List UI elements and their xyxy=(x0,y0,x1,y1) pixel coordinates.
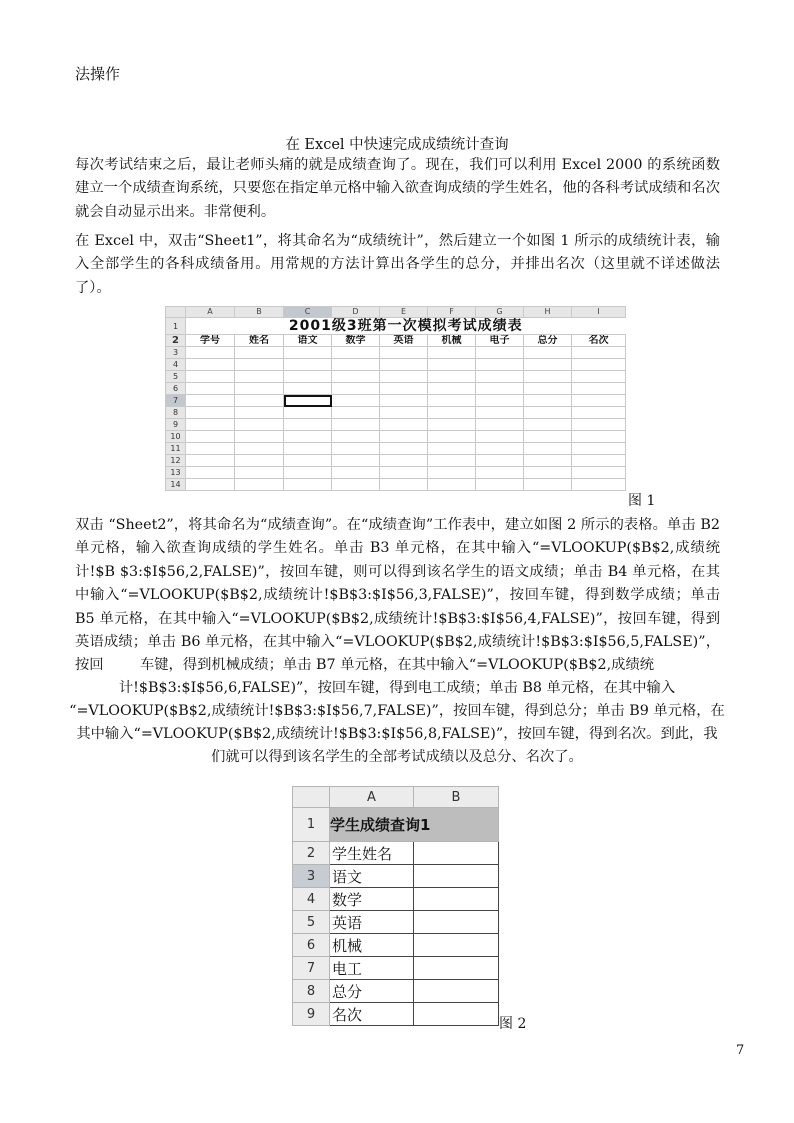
cell[interactable] xyxy=(284,347,332,359)
cell[interactable] xyxy=(332,383,380,395)
cell[interactable] xyxy=(332,371,380,383)
centered-text-line: 计!$B$3:$I$56,6,FALSE)”，按回车键，得到电工成绩；单击 B8 单元格，在其中输入 xyxy=(118,680,676,696)
figure1-spreadsheet xyxy=(165,306,625,506)
cell[interactable] xyxy=(428,383,476,395)
cell[interactable] xyxy=(235,395,284,407)
cell[interactable] xyxy=(380,395,428,407)
cell[interactable] xyxy=(380,431,428,443)
column-header[interactable]: A xyxy=(186,307,235,318)
table-row xyxy=(166,479,626,491)
cell[interactable] xyxy=(380,455,428,467)
cell[interactable] xyxy=(380,419,428,431)
row-header[interactable]: 11 xyxy=(166,443,186,455)
table-row xyxy=(166,467,626,479)
cell[interactable] xyxy=(186,395,235,407)
cell[interactable] xyxy=(235,419,284,431)
cell[interactable] xyxy=(428,371,476,383)
row-header[interactable]: 9 xyxy=(293,1003,330,1026)
cell[interactable] xyxy=(476,359,524,371)
cell[interactable] xyxy=(428,431,476,443)
cell[interactable] xyxy=(572,383,626,395)
cell[interactable] xyxy=(524,347,572,359)
table-row xyxy=(166,419,626,431)
row-header[interactable]: 5 xyxy=(293,911,330,934)
cell[interactable] xyxy=(572,347,626,359)
row-header[interactable]: 7 xyxy=(293,957,330,980)
column-header[interactable]: A xyxy=(330,787,414,808)
table-row xyxy=(166,347,626,359)
cell[interactable] xyxy=(284,359,332,371)
cell[interactable] xyxy=(186,443,235,455)
table-row xyxy=(166,431,626,443)
cell[interactable] xyxy=(476,455,524,467)
cell[interactable] xyxy=(332,407,380,419)
label-cell[interactable]: 数学 xyxy=(330,888,414,911)
figure2-spreadsheet xyxy=(292,786,498,1028)
cell[interactable] xyxy=(428,467,476,479)
cell[interactable] xyxy=(524,443,572,455)
cell[interactable] xyxy=(235,431,284,443)
label-cell[interactable]: 电工 xyxy=(330,957,414,980)
header-cell[interactable]: 学号 xyxy=(186,335,235,347)
cell[interactable] xyxy=(380,371,428,383)
centered-text-line: 其中输入“=VLOOKUP($B$2,成绩统计!$B$3:$I$56,8,FALSE)”，按回车键，得到名次。到此，我 xyxy=(76,726,718,742)
cell[interactable] xyxy=(332,419,380,431)
table-row xyxy=(166,318,626,335)
column-header[interactable]: C xyxy=(284,307,332,318)
label-cell[interactable]: 名次 xyxy=(330,1003,414,1026)
cell[interactable] xyxy=(186,431,235,443)
cell[interactable] xyxy=(380,467,428,479)
value-cell[interactable] xyxy=(414,888,499,911)
paragraph-sheet2: 双击 “Sheet2”，将其命名为“成绩查询”。在“成绩查询”工作表中，建立如图 2 所示的表格。单击 B2 单元格，输入欲查询成绩的学生姓名。单击 B3 单元格，在其中输入“=VLOOKUP($B$2,成绩统计!$B $3:$I$56,2,FALSE)”，按回车键，则可以得到该名学生的语文成绩；单击 B4 单元格，在其中输入“=VLOOKUP($B$2,成绩统计!$B$3:$I$56,3,FALSE)”，按回车键，得到数学成绩；单击 B5 单元格，在其中输入“=VLOOKUP($B$2,成绩统计!$B$3:$I$56,4,FALSE)”，按回车键，得到英语成绩；单击 B6 单元格，在其中输入“=VLOOKUP($B$2,成绩统计!$B$3:$I$56,5,FALSE)”，按回 xyxy=(75,517,720,674)
row-header[interactable]: 6 xyxy=(166,383,186,395)
cell[interactable] xyxy=(284,407,332,419)
cell[interactable] xyxy=(186,479,235,491)
table-row xyxy=(166,395,626,407)
header-cell[interactable]: 语文 xyxy=(284,335,332,347)
paragraph-sheet1: 在 Excel 中，双击“Sheet1”，将其命名为“成绩统计”，然后建立一个如图 1 所示的成绩统计表，输入全部学生的各科成绩备用。用常规的方法计算出各学生的总分，并排出名次（这里就不详述做法了）。 xyxy=(75,233,720,296)
cell[interactable] xyxy=(524,455,572,467)
row-header[interactable]: 1 xyxy=(166,318,186,335)
table-row xyxy=(293,1003,499,1026)
centered-text-line: 车键，得到机械成绩；单击 B7 单元格，在其中输入“=VLOOKUP($B$2,成绩统 xyxy=(139,657,655,673)
row-header[interactable]: 3 xyxy=(166,347,186,359)
table-row xyxy=(293,957,499,980)
cell[interactable] xyxy=(235,359,284,371)
table-row xyxy=(293,980,499,1003)
row-header[interactable]: 5 xyxy=(166,371,186,383)
cell[interactable] xyxy=(284,467,332,479)
cell[interactable] xyxy=(332,359,380,371)
cell[interactable] xyxy=(476,371,524,383)
centered-text-line: 们就可以得到该名学生的全部考试成绩以及总分、名次了。 xyxy=(211,749,583,765)
cell[interactable] xyxy=(476,383,524,395)
table-row xyxy=(166,455,626,467)
cell[interactable] xyxy=(332,467,380,479)
row-header[interactable]: 2 xyxy=(293,842,330,865)
cell[interactable] xyxy=(476,431,524,443)
cell[interactable] xyxy=(524,479,572,491)
cell[interactable] xyxy=(524,431,572,443)
header-cell[interactable]: 数学 xyxy=(332,335,380,347)
header-cell[interactable]: 机械 xyxy=(428,335,476,347)
cell[interactable] xyxy=(235,347,284,359)
column-header[interactable]: I xyxy=(572,307,626,318)
cell[interactable] xyxy=(284,431,332,443)
cell[interactable] xyxy=(186,455,235,467)
column-header[interactable]: B xyxy=(235,307,284,318)
label-cell[interactable]: 学生姓名 xyxy=(330,842,414,865)
corner-cell xyxy=(166,307,186,318)
selected-cell[interactable] xyxy=(284,395,332,407)
value-cell[interactable] xyxy=(414,911,499,934)
cell[interactable] xyxy=(332,395,380,407)
table-row xyxy=(166,443,626,455)
value-cell[interactable] xyxy=(414,934,499,957)
cell[interactable] xyxy=(476,419,524,431)
value-cell[interactable] xyxy=(414,1003,499,1026)
row-header[interactable]: 10 xyxy=(166,431,186,443)
column-header-row xyxy=(166,307,626,318)
cell[interactable] xyxy=(235,479,284,491)
cell[interactable] xyxy=(524,371,572,383)
row-header[interactable]: 3 xyxy=(293,865,330,888)
column-header-row xyxy=(293,787,499,808)
sheet-title-cell[interactable]: 2001级3班第一次模拟考试成绩表 xyxy=(186,318,626,335)
header-cell[interactable]: 总分 xyxy=(524,335,572,347)
value-cell[interactable] xyxy=(414,957,499,980)
label-cell[interactable]: 英语 xyxy=(330,911,414,934)
row-header[interactable]: 6 xyxy=(293,934,330,957)
table-row xyxy=(166,359,626,371)
cell[interactable] xyxy=(572,359,626,371)
cell[interactable] xyxy=(524,407,572,419)
cell[interactable] xyxy=(380,443,428,455)
cell[interactable] xyxy=(284,383,332,395)
cell[interactable] xyxy=(572,467,626,479)
cell[interactable] xyxy=(332,479,380,491)
cell[interactable] xyxy=(572,395,626,407)
header-cell[interactable]: 电子 xyxy=(476,335,524,347)
cell[interactable] xyxy=(476,407,524,419)
cell[interactable] xyxy=(284,455,332,467)
row-header[interactable]: 4 xyxy=(166,359,186,371)
cell[interactable] xyxy=(428,395,476,407)
cell[interactable] xyxy=(572,419,626,431)
figure1-caption: 图 1 xyxy=(628,493,656,509)
cell[interactable] xyxy=(380,359,428,371)
cell[interactable] xyxy=(524,359,572,371)
cell[interactable] xyxy=(476,443,524,455)
row-header[interactable]: 2 xyxy=(166,335,186,347)
cell[interactable] xyxy=(332,443,380,455)
cell[interactable] xyxy=(524,419,572,431)
column-header[interactable]: G xyxy=(476,307,524,318)
header-cell[interactable]: 英语 xyxy=(380,335,428,347)
row-header[interactable]: 12 xyxy=(166,455,186,467)
paragraph-intro: 每次考试结束之后，最让老师头痛的就是成绩查询了。现在，我们可以利用 Excel 2000 的系统函数建立一个成绩查询系统，只要您在指定单元格中输入欲查询成绩的学生姓名，他的各科考试成绩和名次就会自动显示出来。非常便利。 xyxy=(75,157,720,220)
cell[interactable] xyxy=(235,371,284,383)
header-cell[interactable]: 名次 xyxy=(572,335,626,347)
row-header[interactable]: 8 xyxy=(166,407,186,419)
cell[interactable] xyxy=(235,383,284,395)
cell[interactable] xyxy=(428,407,476,419)
cell[interactable] xyxy=(284,443,332,455)
cell[interactable] xyxy=(380,347,428,359)
table-row xyxy=(166,371,626,383)
cell[interactable] xyxy=(332,455,380,467)
page-number: 7 xyxy=(736,1043,745,1058)
table-row xyxy=(166,407,626,419)
page-header-text: 法操作 xyxy=(75,65,121,83)
cell[interactable] xyxy=(186,407,235,419)
cell[interactable] xyxy=(380,479,428,491)
cell[interactable] xyxy=(572,443,626,455)
table-row xyxy=(293,808,499,842)
table-row xyxy=(293,934,499,957)
label-cell[interactable]: 语文 xyxy=(330,865,414,888)
cell[interactable] xyxy=(428,455,476,467)
cell[interactable] xyxy=(235,407,284,419)
cell[interactable] xyxy=(572,407,626,419)
query-title-cell[interactable]: 学生成绩查询1 xyxy=(330,808,499,842)
cell[interactable] xyxy=(572,479,626,491)
cell[interactable] xyxy=(186,371,235,383)
cell[interactable] xyxy=(428,419,476,431)
cell[interactable] xyxy=(572,431,626,443)
row-header[interactable]: 7 xyxy=(166,395,186,407)
label-cell[interactable]: 总分 xyxy=(330,980,414,1003)
column-header[interactable]: D xyxy=(332,307,380,318)
cell[interactable] xyxy=(186,419,235,431)
row-header[interactable]: 14 xyxy=(166,479,186,491)
table-row xyxy=(166,383,626,395)
cell[interactable] xyxy=(428,359,476,371)
figure2-caption: 图 2 xyxy=(499,1016,527,1032)
cell[interactable] xyxy=(186,359,235,371)
cell[interactable] xyxy=(428,347,476,359)
cell[interactable] xyxy=(332,431,380,443)
cell[interactable] xyxy=(476,467,524,479)
value-cell[interactable] xyxy=(414,865,499,888)
cell[interactable] xyxy=(476,347,524,359)
cell[interactable] xyxy=(186,467,235,479)
row-header[interactable]: 9 xyxy=(166,419,186,431)
cell[interactable] xyxy=(235,443,284,455)
row-header[interactable]: 4 xyxy=(293,888,330,911)
table-row xyxy=(293,911,499,934)
value-cell[interactable] xyxy=(414,980,499,1003)
article-title: 在 Excel 中快速完成成绩统计查询 xyxy=(285,137,509,153)
column-header[interactable]: B xyxy=(414,787,499,808)
column-header[interactable]: H xyxy=(524,307,572,318)
label-cell[interactable]: 机械 xyxy=(330,934,414,957)
cell[interactable] xyxy=(524,467,572,479)
cell[interactable] xyxy=(186,347,235,359)
cell[interactable] xyxy=(428,443,476,455)
cell[interactable] xyxy=(476,395,524,407)
table-row xyxy=(293,888,499,911)
column-header[interactable]: E xyxy=(380,307,428,318)
cell[interactable] xyxy=(380,383,428,395)
value-cell[interactable] xyxy=(414,842,499,865)
row-header[interactable]: 1 xyxy=(293,808,330,842)
cell[interactable] xyxy=(380,407,428,419)
cell[interactable] xyxy=(476,479,524,491)
corner-cell xyxy=(293,787,330,808)
column-header[interactable]: F xyxy=(428,307,476,318)
cell[interactable] xyxy=(572,371,626,383)
cell[interactable] xyxy=(284,371,332,383)
table-row xyxy=(293,842,499,865)
table-row xyxy=(293,865,499,888)
row-header[interactable]: 8 xyxy=(293,980,330,1003)
cell[interactable] xyxy=(524,395,572,407)
cell[interactable] xyxy=(284,479,332,491)
cell[interactable] xyxy=(235,467,284,479)
row-header[interactable]: 13 xyxy=(166,467,186,479)
cell[interactable] xyxy=(186,383,235,395)
cell[interactable] xyxy=(524,383,572,395)
cell[interactable] xyxy=(332,347,380,359)
header-cell[interactable]: 姓名 xyxy=(235,335,284,347)
cell[interactable] xyxy=(284,419,332,431)
centered-text-line: “=VLOOKUP($B$2,成绩统计!$B$3:$I$56,7,FALSE)”，按回车键，得到总分；单击 B9 单元格，在 xyxy=(69,703,725,719)
table-row xyxy=(166,335,626,347)
cell[interactable] xyxy=(235,455,284,467)
cell[interactable] xyxy=(428,479,476,491)
cell[interactable] xyxy=(572,455,626,467)
